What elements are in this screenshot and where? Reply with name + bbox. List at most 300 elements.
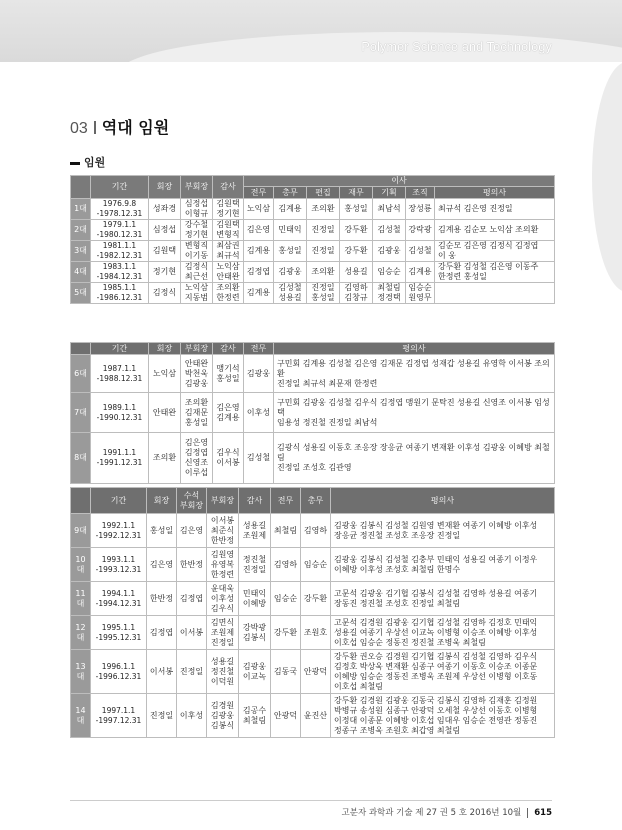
table-row — [71, 220, 555, 241]
auditor-line: 이혜방 — [242, 598, 267, 608]
council-members — [274, 433, 555, 484]
generation — [71, 393, 91, 433]
council-members — [274, 355, 555, 393]
generation-line: 11대 — [75, 588, 86, 608]
council-members-line: 고문석 김경원 김광웅 김기협 김성철 김영하 김정호 민태익 — [334, 617, 538, 627]
council-members-line: 이호섭 임승순 정동진 정진철 조병욱 최철림 — [334, 637, 486, 647]
council-members-line: 김광식 성용길 이동호 조응장 장응균 여종기 변재환 이후성 김광웅 이혜방 최철림 — [277, 443, 550, 462]
council-members-line: 한정련 홍성일 — [438, 272, 487, 281]
president-line: 조의환 — [152, 453, 177, 462]
finance — [340, 199, 373, 220]
planning-line: 최철림 — [377, 283, 401, 292]
auditor-line: 이교녹 — [242, 671, 267, 681]
auditor-line: 한정련 — [216, 293, 240, 302]
header-banner — [0, 0, 622, 62]
period-line: -1986.12.31 — [96, 293, 143, 302]
auditor-line: 조의환 — [216, 283, 240, 292]
council-members-line: 김계용 김순모 노익삼 조의환 — [438, 225, 539, 234]
col-council: 평의사 — [435, 187, 555, 199]
vice-president — [207, 514, 239, 548]
council-members-line: 이 웅 — [438, 251, 456, 260]
generation-line: 5대 — [74, 288, 87, 297]
generation — [71, 355, 91, 393]
period-line: -1980.12.31 — [96, 230, 143, 239]
footer-journal: 고분자 과학과 기술 제 27 권 5 호 2016년 10월 — [341, 808, 522, 818]
table-row — [71, 548, 555, 582]
finance — [340, 262, 373, 283]
directors — [271, 514, 301, 548]
period — [91, 220, 149, 241]
auditor-line: 홍성일 — [216, 373, 240, 383]
vice-president-line: 김원영 — [210, 549, 235, 559]
vice-president — [207, 548, 239, 582]
president-line: 심정섭 — [152, 225, 177, 234]
general-affairs-line: 김영하 — [303, 525, 328, 535]
president-line: 김정엽 — [149, 627, 174, 637]
period — [91, 393, 149, 433]
senior-vice-president — [177, 616, 207, 650]
council-members-line: 진정일 조성호 김관영 — [277, 463, 352, 472]
council-members-line: 박병규 송성원 심종구 안광덕 오세철 우상선 이동호 이병형 — [334, 705, 538, 715]
vice-president — [181, 355, 213, 393]
president — [149, 199, 181, 220]
editor — [307, 262, 340, 283]
general-affairs — [301, 582, 331, 616]
auditor — [213, 241, 244, 262]
editor-line: 진정일 — [311, 283, 335, 292]
organization-line: 김계용 — [408, 267, 432, 276]
council-members — [331, 694, 555, 738]
editor — [307, 199, 340, 220]
generation-line: 8대 — [74, 453, 87, 462]
auditor — [213, 393, 244, 433]
council-members-line: 장응균 정진철 조성호 조응장 진정일 — [334, 530, 461, 540]
senior-vice-president-line: 한반정 — [179, 559, 204, 569]
council-members-line: 구민회 김광웅 김성철 김우식 김정엽 맹원기 문탁진 성용길 신영조 이서봉 임성택 — [277, 397, 550, 417]
planning-line: 김성철 — [377, 225, 401, 234]
col-jm: 전무 — [244, 187, 274, 199]
period — [91, 616, 147, 650]
officers-table-3 — [70, 487, 555, 738]
period-line: 1976.9.8 — [102, 199, 137, 208]
generation — [71, 220, 91, 241]
managing-director — [244, 355, 274, 393]
senior-vice-president — [177, 650, 207, 694]
managing-director-line: 김광웅 — [246, 368, 271, 378]
col-directors: 이사 — [244, 176, 555, 187]
table-row — [71, 355, 555, 393]
president-line: 진정일 — [149, 710, 174, 720]
period-line: -1994.12.31 — [95, 598, 142, 608]
period-line: 1989.1.1 — [102, 402, 137, 412]
council-members-line: 강두환 김경원 김광웅 김동국 김봉식 김영하 김재훈 김정원 — [334, 695, 538, 705]
president-line: 노익삼 — [152, 368, 177, 378]
auditor-line: 변형직 — [216, 230, 240, 239]
organization — [406, 283, 435, 304]
table-row — [71, 199, 555, 220]
period-line: 1992.1.1 — [101, 520, 136, 530]
auditor — [213, 262, 244, 283]
period-line: -1993.12.31 — [95, 564, 142, 574]
vice-president-line: 강수철 — [184, 220, 209, 229]
period-line: -1984.12.31 — [96, 272, 143, 281]
president-line: 이서봉 — [149, 666, 174, 676]
managing-director-line: 김성철 — [246, 453, 271, 462]
vice-president-line: 김우식 — [210, 603, 235, 613]
finance-line: 김영하 — [344, 283, 368, 292]
council-members — [435, 199, 555, 220]
col-period: 기간 — [91, 176, 149, 199]
president-line: 김정식 — [152, 288, 177, 297]
vice-president — [181, 393, 213, 433]
general-affairs-line: 임승순 — [303, 559, 328, 569]
generation-line: 6대 — [74, 368, 87, 378]
president-line: 안태완 — [152, 407, 177, 417]
period — [91, 650, 147, 694]
vice-president-line: 심정섭 — [184, 199, 209, 208]
vice-president-line: 박천욱 — [184, 368, 209, 378]
table-row — [71, 694, 555, 738]
auditor-line: 민태익 — [242, 588, 267, 598]
subsection-marker — [70, 162, 80, 165]
council-members — [435, 220, 555, 241]
finance-line: 강두환 — [344, 246, 368, 255]
president-line: 김은영 — [149, 559, 174, 569]
period — [91, 241, 149, 262]
generation-line: 14대 — [75, 705, 86, 725]
period-line: 1987.1.1 — [102, 363, 137, 373]
senior-vice-president — [177, 514, 207, 548]
vice-president-line: 최근선 — [184, 272, 209, 281]
editor — [307, 220, 340, 241]
col-president: 회장 — [147, 488, 177, 514]
auditor-line: 김광웅 — [242, 661, 267, 671]
managing-director: 김동국 — [273, 666, 298, 676]
council-members-line: 정종구 조병욱 조원호 최갑영 최철림 — [334, 725, 461, 735]
generation-line: 7대 — [74, 407, 87, 417]
finance — [340, 241, 373, 262]
vice-president-line: 김정엽 — [184, 448, 209, 457]
period — [91, 433, 149, 484]
council-members-line: 김광웅 김봉식 김성철 김원영 변재환 여종기 이혜방 이후성 — [334, 520, 538, 530]
directors — [271, 694, 301, 738]
managing-director: 임승순 — [273, 593, 298, 603]
editor — [307, 241, 340, 262]
col-vice: 부회장 — [207, 488, 239, 514]
page-number: 615 — [527, 808, 552, 818]
col-fin: 재무 — [340, 187, 373, 199]
period-line: -1978.12.31 — [96, 209, 143, 218]
council-members-line: 강두환 김성철 김은영 이동주 — [438, 262, 539, 271]
section-title: 역대 임원 — [101, 118, 170, 137]
section-heading — [70, 115, 169, 138]
vice-president-line: 노익삼 — [184, 283, 209, 292]
col-senior-vice-l1: 수석 — [183, 490, 200, 500]
period-line: -1988.12.31 — [96, 373, 143, 383]
vice-president-line: 김정식 — [184, 262, 209, 271]
vice-president-line: 신영조 — [184, 458, 209, 467]
finance — [340, 220, 373, 241]
general-affairs — [301, 650, 331, 694]
auditor-line: 맹기석 — [216, 363, 240, 373]
vice-president-line: 이루섭 — [184, 468, 209, 477]
col-audit: 감사 — [213, 343, 244, 355]
vice-president — [207, 650, 239, 694]
council-members-line: 이혜방 이후성 조성호 최철림 한명수 — [334, 564, 461, 574]
managing-director — [244, 199, 274, 220]
vice-president-line: 지동범 — [184, 293, 209, 302]
generation — [71, 433, 91, 484]
managing-director — [244, 262, 274, 283]
organization-line: 강락광 — [408, 225, 432, 234]
period — [91, 548, 147, 582]
col-vice: 부회장 — [181, 343, 213, 355]
auditor-line: 정진철 — [242, 554, 267, 564]
generation-line: 4대 — [74, 267, 87, 276]
senior-vice-president-line: 김정엽 — [179, 593, 204, 603]
planning — [373, 241, 406, 262]
vice-president — [181, 199, 213, 220]
council-members — [435, 241, 555, 262]
table-row — [71, 262, 555, 283]
managing-director: 강두환 — [273, 627, 298, 637]
generation — [71, 283, 91, 304]
vice-president-line: 이서봉 — [210, 515, 235, 525]
general-affairs — [301, 694, 331, 738]
period — [91, 514, 147, 548]
senior-vice-president — [177, 582, 207, 616]
generation-line: 3대 — [74, 246, 87, 255]
auditor-line: 최삼권 — [216, 241, 240, 250]
generation-line: 2대 — [74, 225, 87, 234]
senior-vice-president-line: 진정일 — [179, 666, 204, 676]
vice-president-line: 최준식 — [210, 525, 235, 535]
auditor-line: 성용길 — [242, 520, 267, 530]
period — [91, 694, 147, 738]
col-audit: 감사 — [213, 176, 244, 199]
planning-line: 김광웅 — [377, 246, 401, 255]
organization-line: 장성룡 — [408, 204, 432, 213]
managing-director: 김영하 — [273, 559, 298, 569]
general-affairs-line: 김광웅 — [278, 267, 302, 276]
editor-line: 조의환 — [311, 204, 335, 213]
auditor-line: 최규석 — [216, 251, 240, 260]
vice-president-line: 이덕원 — [210, 676, 235, 686]
auditor — [239, 650, 271, 694]
auditor — [239, 694, 271, 738]
vice-president-line: 성용길 — [210, 656, 235, 666]
auditor-line: 진정일 — [242, 564, 267, 574]
managing-director-line: 김정엽 — [246, 267, 271, 276]
managing-director — [244, 241, 274, 262]
auditor — [239, 548, 271, 582]
general-affairs — [274, 241, 307, 262]
generation-line: 10대 — [75, 554, 86, 574]
vice-president-line: 한반정 — [210, 535, 235, 545]
period-line: 1991.1.1 — [102, 448, 137, 457]
generation — [71, 514, 91, 548]
general-affairs-line: 민태익 — [278, 225, 302, 234]
col-jm: 전무 — [244, 343, 274, 355]
planning — [373, 262, 406, 283]
president — [147, 582, 177, 616]
period-line: 1996.1.1 — [101, 661, 136, 671]
council-members-line: 이호섭 최철림 — [334, 681, 383, 691]
managing-director — [244, 433, 274, 484]
vice-president-line: 변형직 — [184, 241, 209, 250]
col-president: 회장 — [149, 176, 181, 199]
president — [149, 433, 181, 484]
planning — [373, 220, 406, 241]
finance — [340, 283, 373, 304]
managing-director-line: 김계용 — [246, 246, 271, 255]
auditor — [213, 220, 244, 241]
directors — [271, 650, 301, 694]
period — [91, 283, 149, 304]
vice-president-line: 정진철 — [210, 666, 235, 676]
vice-president — [207, 694, 239, 738]
president — [147, 694, 177, 738]
vice-president — [181, 241, 213, 262]
council-members — [274, 393, 555, 433]
auditor — [239, 582, 271, 616]
managing-director-line: 노익삼 — [246, 204, 271, 213]
president-line: 한반정 — [149, 593, 174, 603]
auditor-line: 김원택 — [216, 199, 240, 208]
col-org: 조직 — [406, 187, 435, 199]
col-senior-vice-l2: 부회장 — [179, 500, 204, 510]
vice-president-line: 한정련 — [210, 569, 235, 579]
council-members — [331, 650, 555, 694]
col-vice: 부회장 — [181, 176, 213, 199]
period-line: -1995.12.31 — [95, 632, 142, 642]
generation-line: 1대 — [74, 204, 87, 213]
president — [149, 393, 181, 433]
auditor-line: 김봉식 — [242, 632, 267, 642]
council-members-line: 임용성 정진철 진정일 최남석 — [277, 417, 378, 427]
general-affairs-line: 홍성일 — [278, 246, 302, 255]
period-line: 1993.1.1 — [101, 554, 136, 564]
period-line: -1990.12.31 — [96, 412, 143, 422]
vice-president-line: 정기현 — [184, 230, 209, 239]
editor-line: 조의환 — [311, 267, 335, 276]
period — [91, 199, 149, 220]
footer — [342, 806, 552, 818]
council-members-line: 장동진 정진철 조성호 진정일 최철림 — [334, 598, 461, 608]
section-divider — [94, 121, 96, 134]
vice-president-line: 김은영 — [184, 438, 209, 447]
footer-rule — [70, 800, 552, 801]
col-council: 평의사 — [331, 488, 555, 514]
general-affairs-line: 윤진산 — [303, 710, 328, 720]
council-members — [331, 616, 555, 650]
editor-line: 홍성일 — [311, 293, 335, 302]
auditor-line: 노익삼 — [216, 262, 240, 271]
vice-president-line: 홍성일 — [184, 417, 209, 427]
senior-vice-president-line: 이서봉 — [179, 627, 204, 637]
col-gen — [71, 488, 91, 514]
president-line: 김원택 — [152, 246, 177, 255]
auditor-line: 이서봉 — [216, 458, 240, 467]
period-line: -1992.12.31 — [95, 530, 142, 540]
organization-line: 김성철 — [408, 246, 432, 255]
period-line: -1997.12.31 — [95, 715, 142, 725]
col-period: 기간 — [91, 488, 147, 514]
general-affairs-line: 안광덕 — [303, 666, 328, 676]
generation — [71, 650, 91, 694]
vice-president-line: 안태완 — [184, 358, 209, 368]
period-line: 1979.1.1 — [102, 220, 137, 229]
council-members — [331, 514, 555, 548]
period-line: 1981.1.1 — [102, 241, 137, 250]
organization — [406, 220, 435, 241]
president — [147, 616, 177, 650]
period — [91, 262, 149, 283]
table-row — [71, 616, 555, 650]
council-members-line: 진정일 최규석 최문재 한정련 — [277, 378, 378, 388]
generation — [71, 616, 91, 650]
auditor — [239, 616, 271, 650]
table-row — [71, 393, 555, 433]
vice-president-line: 이기동 — [184, 251, 209, 260]
managing-director — [244, 220, 274, 241]
vice-president-line: 이후성 — [210, 593, 235, 603]
finance-line: 홍성일 — [344, 204, 368, 213]
vice-president-line: 유영복 — [210, 559, 235, 569]
council-members-line: 성용길 여종기 우상선 이교녹 이병형 이승조 이혜방 이후성 — [334, 627, 538, 637]
col-audit: 감사 — [239, 488, 271, 514]
managing-director-line: 김은영 — [246, 225, 271, 234]
auditor — [213, 355, 244, 393]
section-number: 03 — [70, 120, 88, 137]
president — [149, 355, 181, 393]
organization — [406, 262, 435, 283]
auditor-line: 김원택 — [216, 220, 240, 229]
period-line: -1996.12.31 — [95, 671, 142, 681]
auditor-line: 김우식 — [216, 448, 240, 457]
subsection-title: 임원 — [84, 156, 106, 169]
general-affairs — [274, 283, 307, 304]
planning-line: 임승순 — [377, 267, 401, 276]
planning — [373, 199, 406, 220]
generation — [71, 548, 91, 582]
planning — [373, 283, 406, 304]
senior-vice-president-line: 김은영 — [179, 525, 204, 535]
period-line: -1982.12.31 — [96, 251, 143, 260]
auditor-line: 안태완 — [216, 272, 240, 281]
vice-president-line: 진정일 — [210, 637, 235, 647]
council-members-line: 강두환 권오승 김경원 김기협 김봉식 김성철 김영하 김우식 — [334, 651, 538, 661]
council-members-line: 이혜방 임승순 정동진 조병욱 조원제 우상선 이병형 이호동 — [334, 671, 538, 681]
general-affairs — [274, 220, 307, 241]
auditor — [239, 514, 271, 548]
directors — [271, 548, 301, 582]
council-members-line: 김정호 박상욱 변재환 심종구 여종기 이동호 이승조 이종문 — [334, 661, 538, 671]
managing-director-line: 이후성 — [246, 407, 271, 417]
generation — [71, 199, 91, 220]
general-affairs — [301, 616, 331, 650]
vice-president-line: 김광웅 — [184, 378, 209, 388]
officers-table-2 — [70, 342, 555, 484]
council-members-line: 고문석 김광웅 김기협 김봉식 김성철 김영하 성용길 여종기 — [334, 588, 538, 598]
auditor-line: 김은영 — [216, 402, 240, 412]
president — [149, 220, 181, 241]
vice-president-line: 김광웅 — [210, 710, 235, 720]
senior-vice-president — [177, 548, 207, 582]
vice-president-line: 김재문 — [184, 407, 209, 417]
general-affairs-line: 조원호 — [303, 627, 328, 637]
vice-president — [181, 262, 213, 283]
